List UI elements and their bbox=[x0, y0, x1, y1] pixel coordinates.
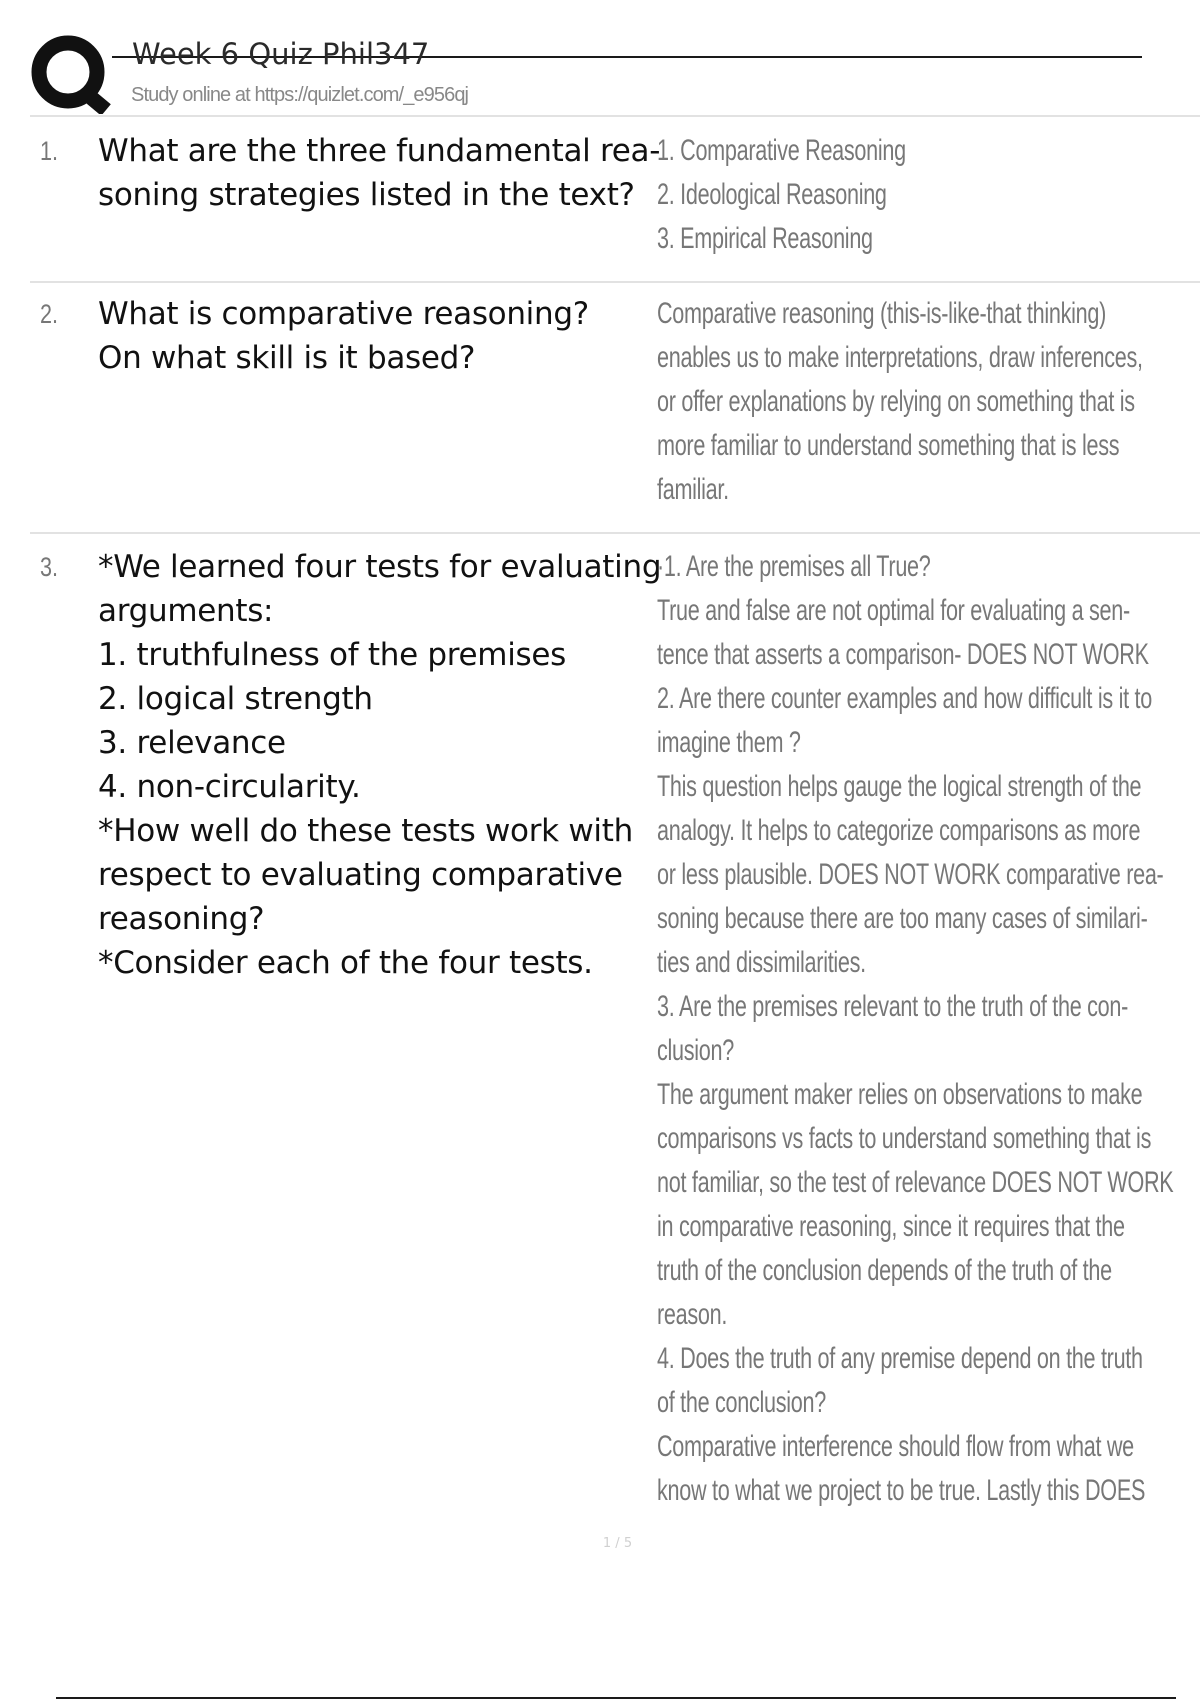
answer-line: 1. Comparative Reasoning bbox=[657, 134, 906, 167]
card-answer bbox=[657, 292, 1143, 512]
question-line: reasoning? bbox=[98, 901, 265, 937]
answer-line: or less plausible. DOES NOT WORK comparative rea- bbox=[657, 858, 1164, 891]
answer-line: enables us to make interpretations, draw inferences, bbox=[657, 341, 1143, 374]
answer-line: This question helps gauge the logical strength of the bbox=[657, 770, 1142, 803]
question-line: What is comparative reasoning? bbox=[98, 296, 589, 332]
question-line: arguments: bbox=[98, 593, 274, 629]
answer-line: ties and dissimilarities. bbox=[657, 946, 866, 979]
divider bbox=[30, 115, 1200, 117]
answer-line: or offer explanations by relying on something that is bbox=[657, 385, 1135, 418]
divider bbox=[30, 281, 1200, 283]
question-line: *How well do these tests work with bbox=[98, 813, 633, 849]
answer-line: 2. Ideological Reasoning bbox=[657, 178, 887, 211]
question-line: What are the three fundamental rea- bbox=[98, 133, 661, 169]
answer-line: truth of the conclusion depends of the truth of the bbox=[657, 1254, 1112, 1287]
answer-line: analogy. It helps to categorize comparisons as more bbox=[657, 814, 1141, 847]
card-number: 3. bbox=[40, 552, 59, 582]
answer-line: of the conclusion? bbox=[657, 1386, 826, 1419]
footer-rule bbox=[56, 1697, 1176, 1699]
answer-line: more familiar to understand something that is less bbox=[657, 429, 1120, 462]
answer-line: reason. bbox=[657, 1298, 728, 1331]
quizlet-logo-icon bbox=[30, 34, 112, 114]
answer-line: 2. Are there counter examples and how difficult is it to bbox=[657, 682, 1152, 715]
answer-line: ·1. Are the premises all True? bbox=[657, 550, 931, 583]
answer-line: 4. Does the truth of any premise depend on the truth bbox=[657, 1342, 1143, 1375]
question-line: *We learned four tests for evaluating bbox=[98, 549, 662, 585]
card-number: 2. bbox=[40, 299, 59, 329]
question-line: 2. logical strength bbox=[98, 681, 373, 717]
answer-line: True and false are not optimal for evaluating a sen- bbox=[657, 594, 1130, 627]
answer-line: soning because there are too many cases of similari- bbox=[657, 902, 1148, 935]
answer-line: in comparative reasoning, since it requires that the bbox=[657, 1210, 1125, 1243]
card-number: 1. bbox=[40, 136, 59, 166]
answer-line: tence that asserts a comparison- DOES NOT WORK bbox=[657, 638, 1149, 671]
page-number: 1 / 5 bbox=[602, 1536, 633, 1551]
document-title: Week 6 Quiz Phil347 bbox=[132, 37, 430, 71]
question-line: *Consider each of the four tests. bbox=[98, 945, 593, 981]
question-line: On what skill is it based? bbox=[98, 340, 476, 376]
answer-line: Comparative interference should flow from what we bbox=[657, 1430, 1134, 1463]
answer-line: imagine them ? bbox=[657, 726, 801, 759]
answer-line: know to what we project to be true. Lastly this DOES bbox=[657, 1474, 1146, 1507]
question-line: 3. relevance bbox=[98, 725, 286, 761]
card-answer bbox=[657, 545, 1173, 1513]
answer-line: not familiar, so the test of relevance DOES NOT WORK bbox=[657, 1166, 1174, 1199]
card-question bbox=[98, 292, 658, 380]
answer-line: clusion? bbox=[657, 1034, 734, 1067]
answer-line: 3. Empirical Reasoning bbox=[657, 222, 873, 255]
question-line: respect to evaluating comparative bbox=[98, 857, 623, 893]
card-answer bbox=[657, 129, 906, 261]
answer-line: Comparative reasoning (this-is-like-that thinking) bbox=[657, 297, 1106, 330]
card-question bbox=[98, 129, 661, 217]
card-question bbox=[98, 545, 662, 985]
answer-line: 3. Are the premises relevant to the truth of the con- bbox=[657, 990, 1129, 1023]
answer-line: familiar. bbox=[657, 473, 729, 506]
answer-line: comparisons vs facts to understand something that is bbox=[657, 1122, 1152, 1155]
divider bbox=[30, 532, 1200, 534]
question-line: soning strategies listed in the text? bbox=[98, 177, 635, 213]
answer-line: The argument maker relies on observations to make bbox=[657, 1078, 1143, 1111]
question-line: 1. truthfulness of the premises bbox=[98, 637, 566, 673]
question-line: 4. non-circularity. bbox=[98, 769, 361, 805]
study-online-link[interactable]: Study online at https://quizlet.com/_e956qj bbox=[131, 84, 469, 106]
